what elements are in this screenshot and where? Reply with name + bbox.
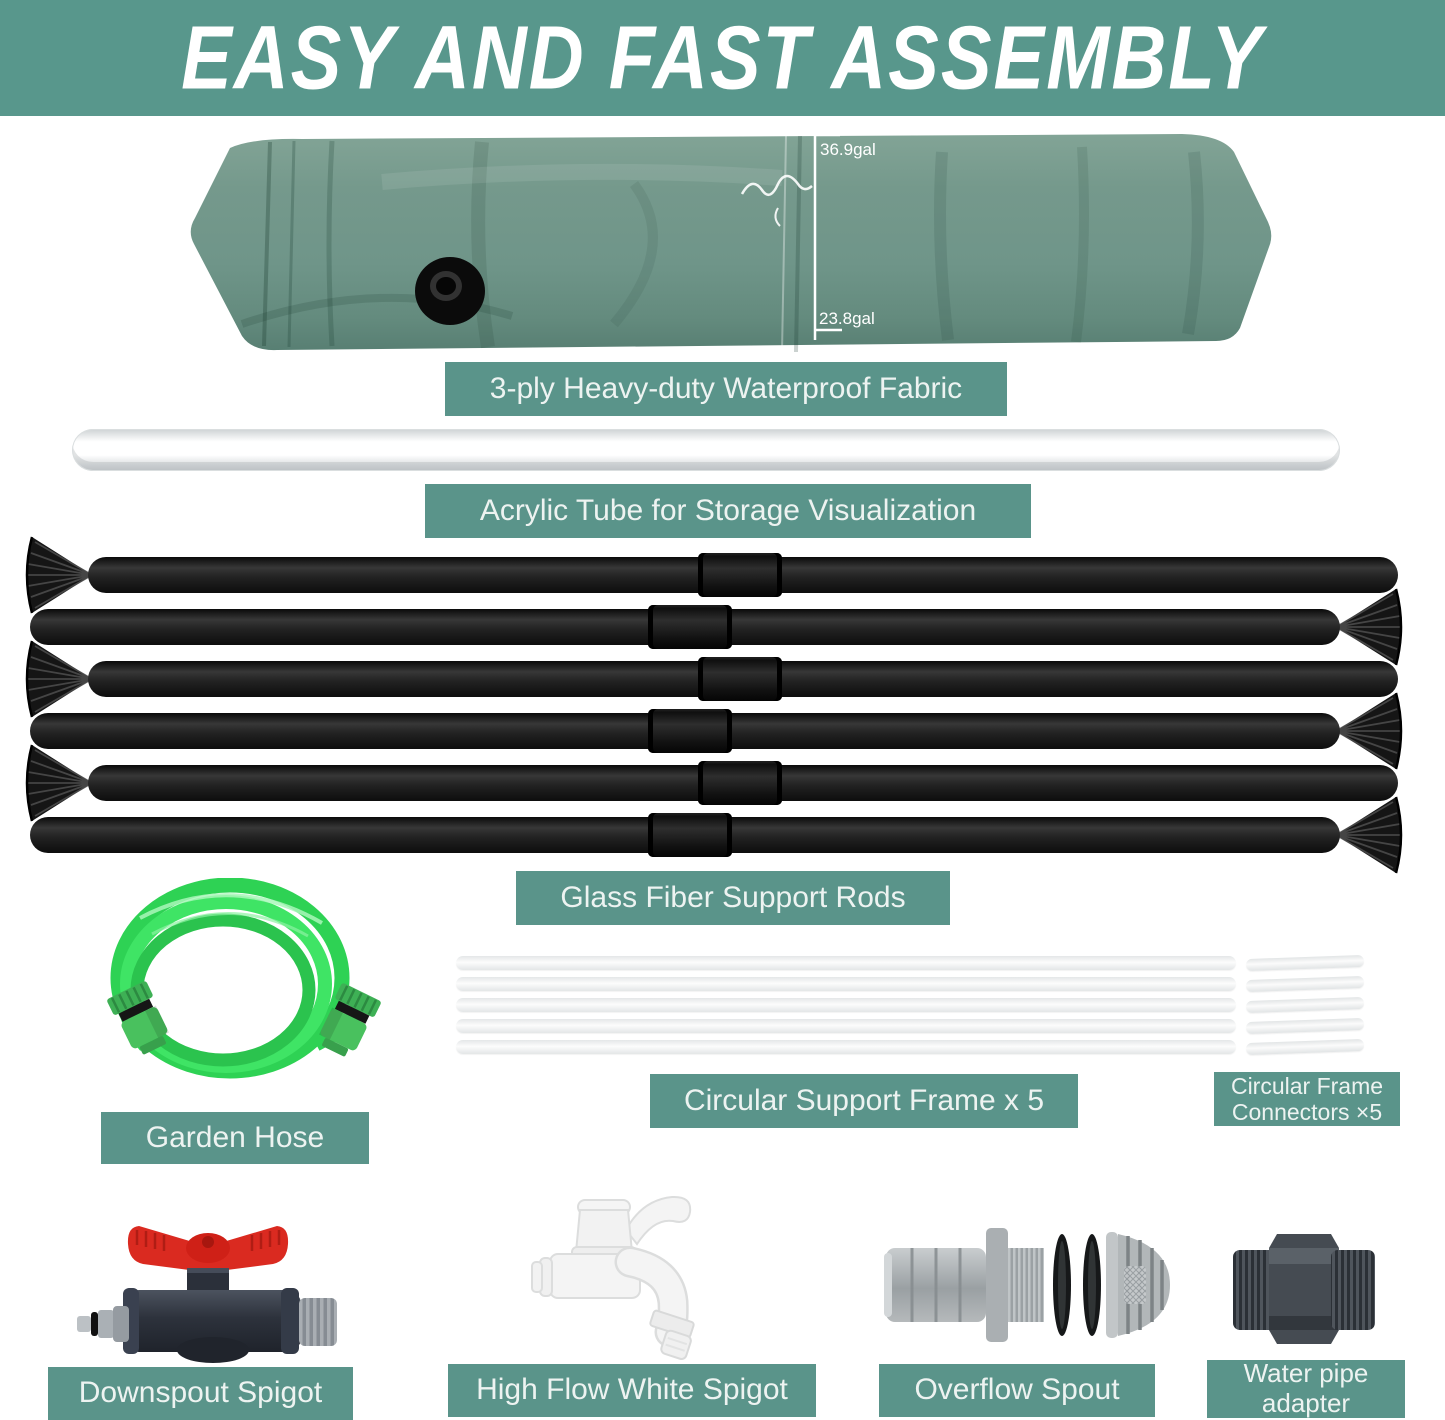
rod-connector-sleeve (648, 813, 732, 857)
overflow-spout-label: Overflow Spout (879, 1364, 1155, 1417)
overflow-threaded-neck (1008, 1248, 1044, 1322)
circular-frame-label: Circular Support Frame x 5 (650, 1074, 1078, 1128)
rod-connector-sleeve (698, 657, 782, 701)
rod-connector-sleeve (648, 709, 732, 753)
white-spigot-image (522, 1190, 717, 1362)
spigot-valve-body (123, 1288, 301, 1363)
overflow-strainer-cap (1106, 1232, 1170, 1338)
frame-connector-tube (1246, 1018, 1364, 1034)
circular-frame-rod (456, 1019, 1236, 1033)
frame-connectors-label: Circular Frame Connectors ×5 (1214, 1072, 1400, 1126)
white-spigot-label: High Flow White Spigot (448, 1364, 816, 1417)
support-rods-label: Glass Fiber Support Rods (516, 871, 950, 925)
fabric-label: 3-ply Heavy-duty Waterproof Fabric (445, 362, 1007, 416)
spigot-quick-connect (77, 1306, 129, 1342)
rod-fiber-fan-end (22, 743, 92, 823)
waterproof-fabric-image (182, 124, 1272, 356)
gallon-marking-bottom: 23.8gal (819, 309, 875, 328)
downspout-spigot-image (75, 1218, 340, 1363)
frame-connector-tube (1246, 997, 1364, 1013)
circular-frame-rod (456, 1040, 1236, 1054)
garden-hose-image (70, 878, 390, 1123)
water-pipe-adapter-image (1233, 1226, 1375, 1352)
rod-fiber-fan-end (22, 639, 92, 719)
frame-connector-tube (1246, 955, 1364, 971)
gallon-marking-top: 36.9gal (820, 140, 876, 159)
rod-connector-sleeve (698, 761, 782, 805)
frame-connector-tube (1246, 976, 1364, 992)
fabric-grommet (415, 257, 485, 325)
overflow-gaskets (1053, 1234, 1101, 1336)
circular-frame-rod (456, 998, 1236, 1012)
spigot-threaded-end (299, 1298, 337, 1346)
circular-frame-rod (456, 977, 1236, 991)
garden-hose-label: Garden Hose (101, 1112, 369, 1164)
acrylic-tube-image (72, 429, 1340, 471)
rod-fiber-fan-end (1336, 587, 1406, 667)
circular-frame-rod (456, 956, 1236, 970)
rod-fiber-fan-end (1336, 795, 1406, 875)
adapter-hex-center (1269, 1234, 1339, 1344)
water-pipe-adapter-label: Water pipe adapter (1207, 1360, 1405, 1418)
rod-connector-sleeve (698, 553, 782, 597)
overflow-spout-image (878, 1222, 1170, 1348)
adapter-thread-right (1331, 1250, 1375, 1330)
spigot-red-handle (128, 1226, 288, 1271)
overflow-barbed-adapter (884, 1248, 986, 1322)
page-title: EASY AND FAST ASSEMBLY (181, 7, 1264, 109)
rod-connector-sleeve (648, 605, 732, 649)
rod-fiber-fan-end (1336, 691, 1406, 771)
fabric-body (191, 134, 1272, 350)
header-banner (0, 0, 1445, 116)
rod-fiber-fan-end (22, 535, 92, 615)
overflow-flange (986, 1228, 1008, 1342)
downspout-spigot-label: Downspout Spigot (48, 1367, 353, 1420)
acrylic-tube-label: Acrylic Tube for Storage Visualization (425, 484, 1031, 538)
frame-connector-tube (1246, 1039, 1364, 1055)
